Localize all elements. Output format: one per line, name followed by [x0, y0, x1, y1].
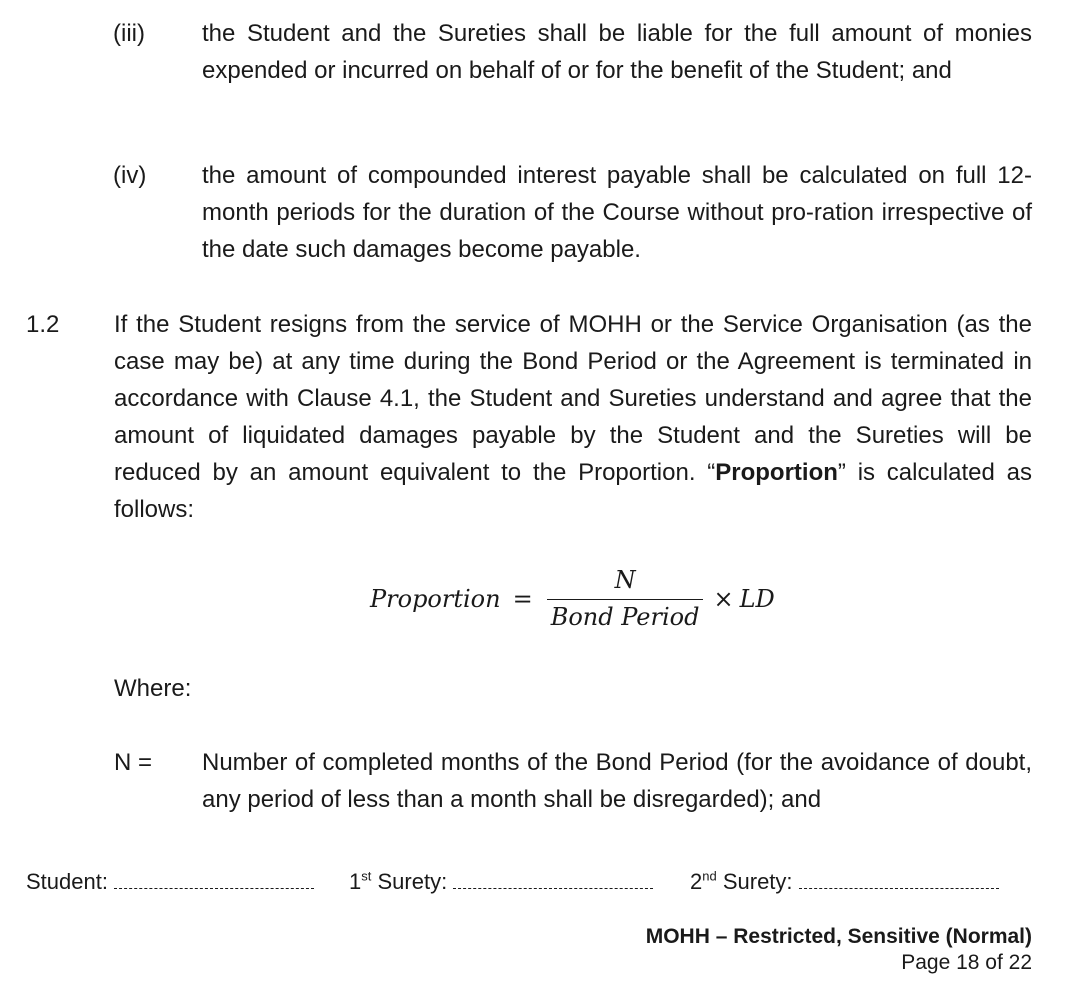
formula-factor: LD [739, 584, 775, 613]
page-footer [646, 924, 1032, 976]
definition-n-text: Number of completed months of the Bond Period (for the avoidance of doubt, any period of less than a month shall be disregarded); and [202, 749, 1032, 813]
student-signature-label: Student: [26, 869, 108, 894]
clause-iii-text: the Student and the Sureties shall be liable for the full amount of monies expended or incurred on behalf of or for the benefit of the Student; and [202, 20, 1032, 84]
clause-iii-label: (iii) [113, 20, 145, 47]
clause-1-2-label: 1.2 [26, 311, 60, 338]
student-signature [26, 868, 314, 896]
clause-1-2-text [114, 306, 1032, 528]
formula-equals: = [512, 584, 533, 613]
proportion-formula [370, 565, 775, 632]
formula-denominator: Bond Period [547, 599, 704, 632]
clause-iv-text: the amount of compounded interest payable shall be calculated on full 12-month periods for the duration of the Course without pro-ration irrespective of the date such damages become payable. [202, 162, 1032, 263]
surety1-sup: st [361, 868, 372, 884]
student-signature-line[interactable] [114, 870, 314, 889]
surety2-label: Surety: [716, 869, 793, 894]
where-label: Where: [114, 675, 192, 702]
surety1-signature-line[interactable] [453, 870, 653, 889]
surety2-num: 2 [690, 869, 703, 894]
proportion-term: Proportion [715, 459, 838, 486]
formula-times: × [713, 584, 734, 613]
surety2-signature-line[interactable] [799, 870, 999, 889]
surety2-signature [690, 868, 999, 896]
surety1-num: 1 [349, 869, 362, 894]
formula-lhs: Proportion [370, 584, 501, 613]
definition-n-label: N = [114, 749, 153, 776]
surety1-label: Surety: [371, 869, 448, 894]
surety1-signature [349, 868, 653, 896]
formula-numerator: N [614, 566, 636, 594]
classification-label: MOHH – Restricted, Sensitive (Normal) [645, 925, 1032, 948]
clause-1-2-tail: ” is calculated as follows: [114, 459, 1033, 523]
page-number: Page 18 of 22 [901, 951, 1032, 974]
formula-fraction [547, 565, 704, 632]
clause-1-2-body: If the Student resigns from the service of MOHH or the Service Organisation (as the case may be) at any time during the Bond Period or the Agreement is terminated in accordance with Clause 4.1, the Student and Sureties understand and agree that the amount of liquidated damages payable by the Student and the Sureties will be reduced by an amount equivalent to the Proportion. “ [114, 311, 1032, 486]
clause-iv-label: (iv) [113, 162, 147, 189]
surety2-sup: nd [702, 868, 717, 884]
